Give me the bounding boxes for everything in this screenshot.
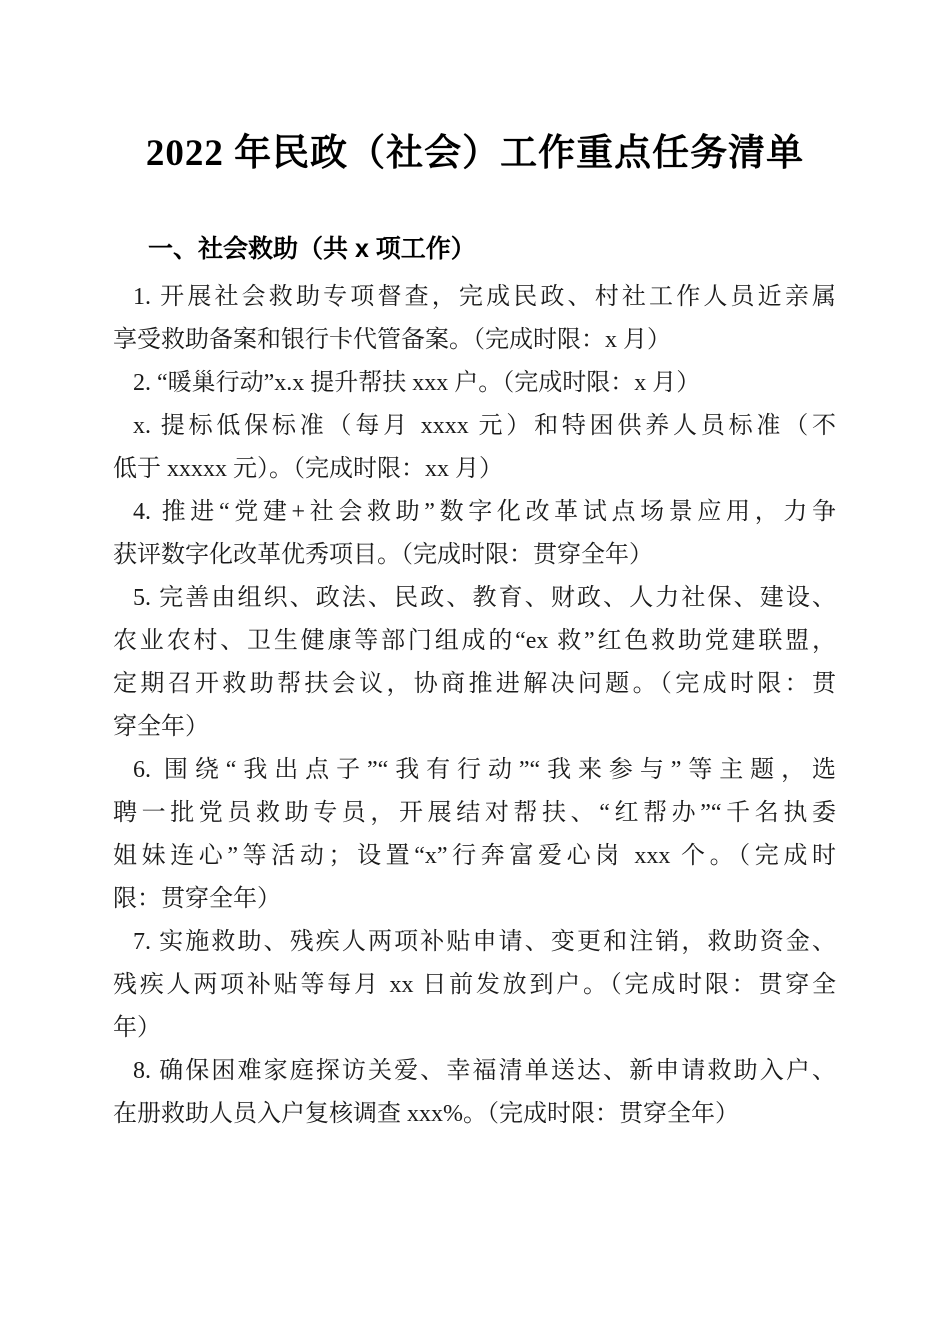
task-line: 农业农村、卫生健康等部门组成的“ex 救”红色救助党建联盟， bbox=[113, 628, 836, 654]
task-line: 1. 开展社会救助专项督查，完成民政、村社工作人员近亲属 bbox=[133, 284, 836, 310]
task-paragraph bbox=[113, 491, 836, 577]
task-line: 定期召开救助帮扶会议，协商推进解决问题。（完成时限：贯 bbox=[113, 671, 836, 697]
task-line: 获评数字化改革优秀项目。（完成时限：贯穿全年） bbox=[113, 542, 653, 568]
task-paragraph bbox=[113, 405, 836, 491]
task-line: 限：贯穿全年） bbox=[113, 886, 281, 912]
task-line: 4. 推进“党建+社会救助”数字化改革试点场景应用，力争 bbox=[133, 499, 836, 525]
task-line: 2. “暖巢行动”x.x 提升帮扶 xxx 户。（完成时限：x 月） bbox=[133, 370, 701, 396]
section-heading: 一、社会救助（共 x 项工作） bbox=[148, 235, 476, 263]
task-line: 年） bbox=[113, 1015, 161, 1041]
task-line: 在册救助人员入户复核调查 xxx%。（完成时限：贯穿全年） bbox=[113, 1101, 739, 1127]
task-line: 6. 围绕“我出点子”“我有行动”“我来参与”等主题，选 bbox=[133, 757, 836, 783]
task-line: 残疾人两项补贴等每月 xx 日前发放到户。（完成时限：贯穿全 bbox=[113, 972, 836, 998]
task-paragraph bbox=[113, 921, 836, 1050]
task-line: 聘一批党员救助专员，开展结对帮扶、“红帮办”“千名执委 bbox=[113, 800, 836, 826]
task-line: 姐妹连心”等活动；设置“x”行奔富爱心岗 xxx 个。（完成时 bbox=[113, 843, 836, 869]
task-paragraph bbox=[113, 276, 836, 362]
task-line: 穿全年） bbox=[113, 714, 209, 740]
task-line: x. 提标低保标准（每月 xxxx 元）和特困供养人员标准（不 bbox=[133, 413, 836, 439]
task-line: 8. 确保困难家庭探访关爱、幸福清单送达、新申请救助入户、 bbox=[133, 1058, 836, 1084]
task-paragraph bbox=[113, 1050, 836, 1136]
task-line: 5. 完善由组织、政法、民政、教育、财政、人力社保、建设、 bbox=[133, 585, 836, 611]
task-line: 享受救助备案和银行卡代管备案。（完成时限：x 月） bbox=[113, 327, 671, 353]
task-paragraph bbox=[113, 577, 836, 749]
task-paragraph bbox=[113, 749, 836, 921]
task-line: 低于 xxxxx 元）。（完成时限：xx 月） bbox=[113, 456, 503, 482]
page-title: 2022 年民政（社会）工作重点任务清单 bbox=[145, 133, 805, 174]
task-paragraph bbox=[113, 362, 836, 405]
task-line: 7. 实施救助、残疾人两项补贴申请、变更和注销，救助资金、 bbox=[133, 929, 836, 955]
document-body bbox=[113, 276, 836, 1136]
